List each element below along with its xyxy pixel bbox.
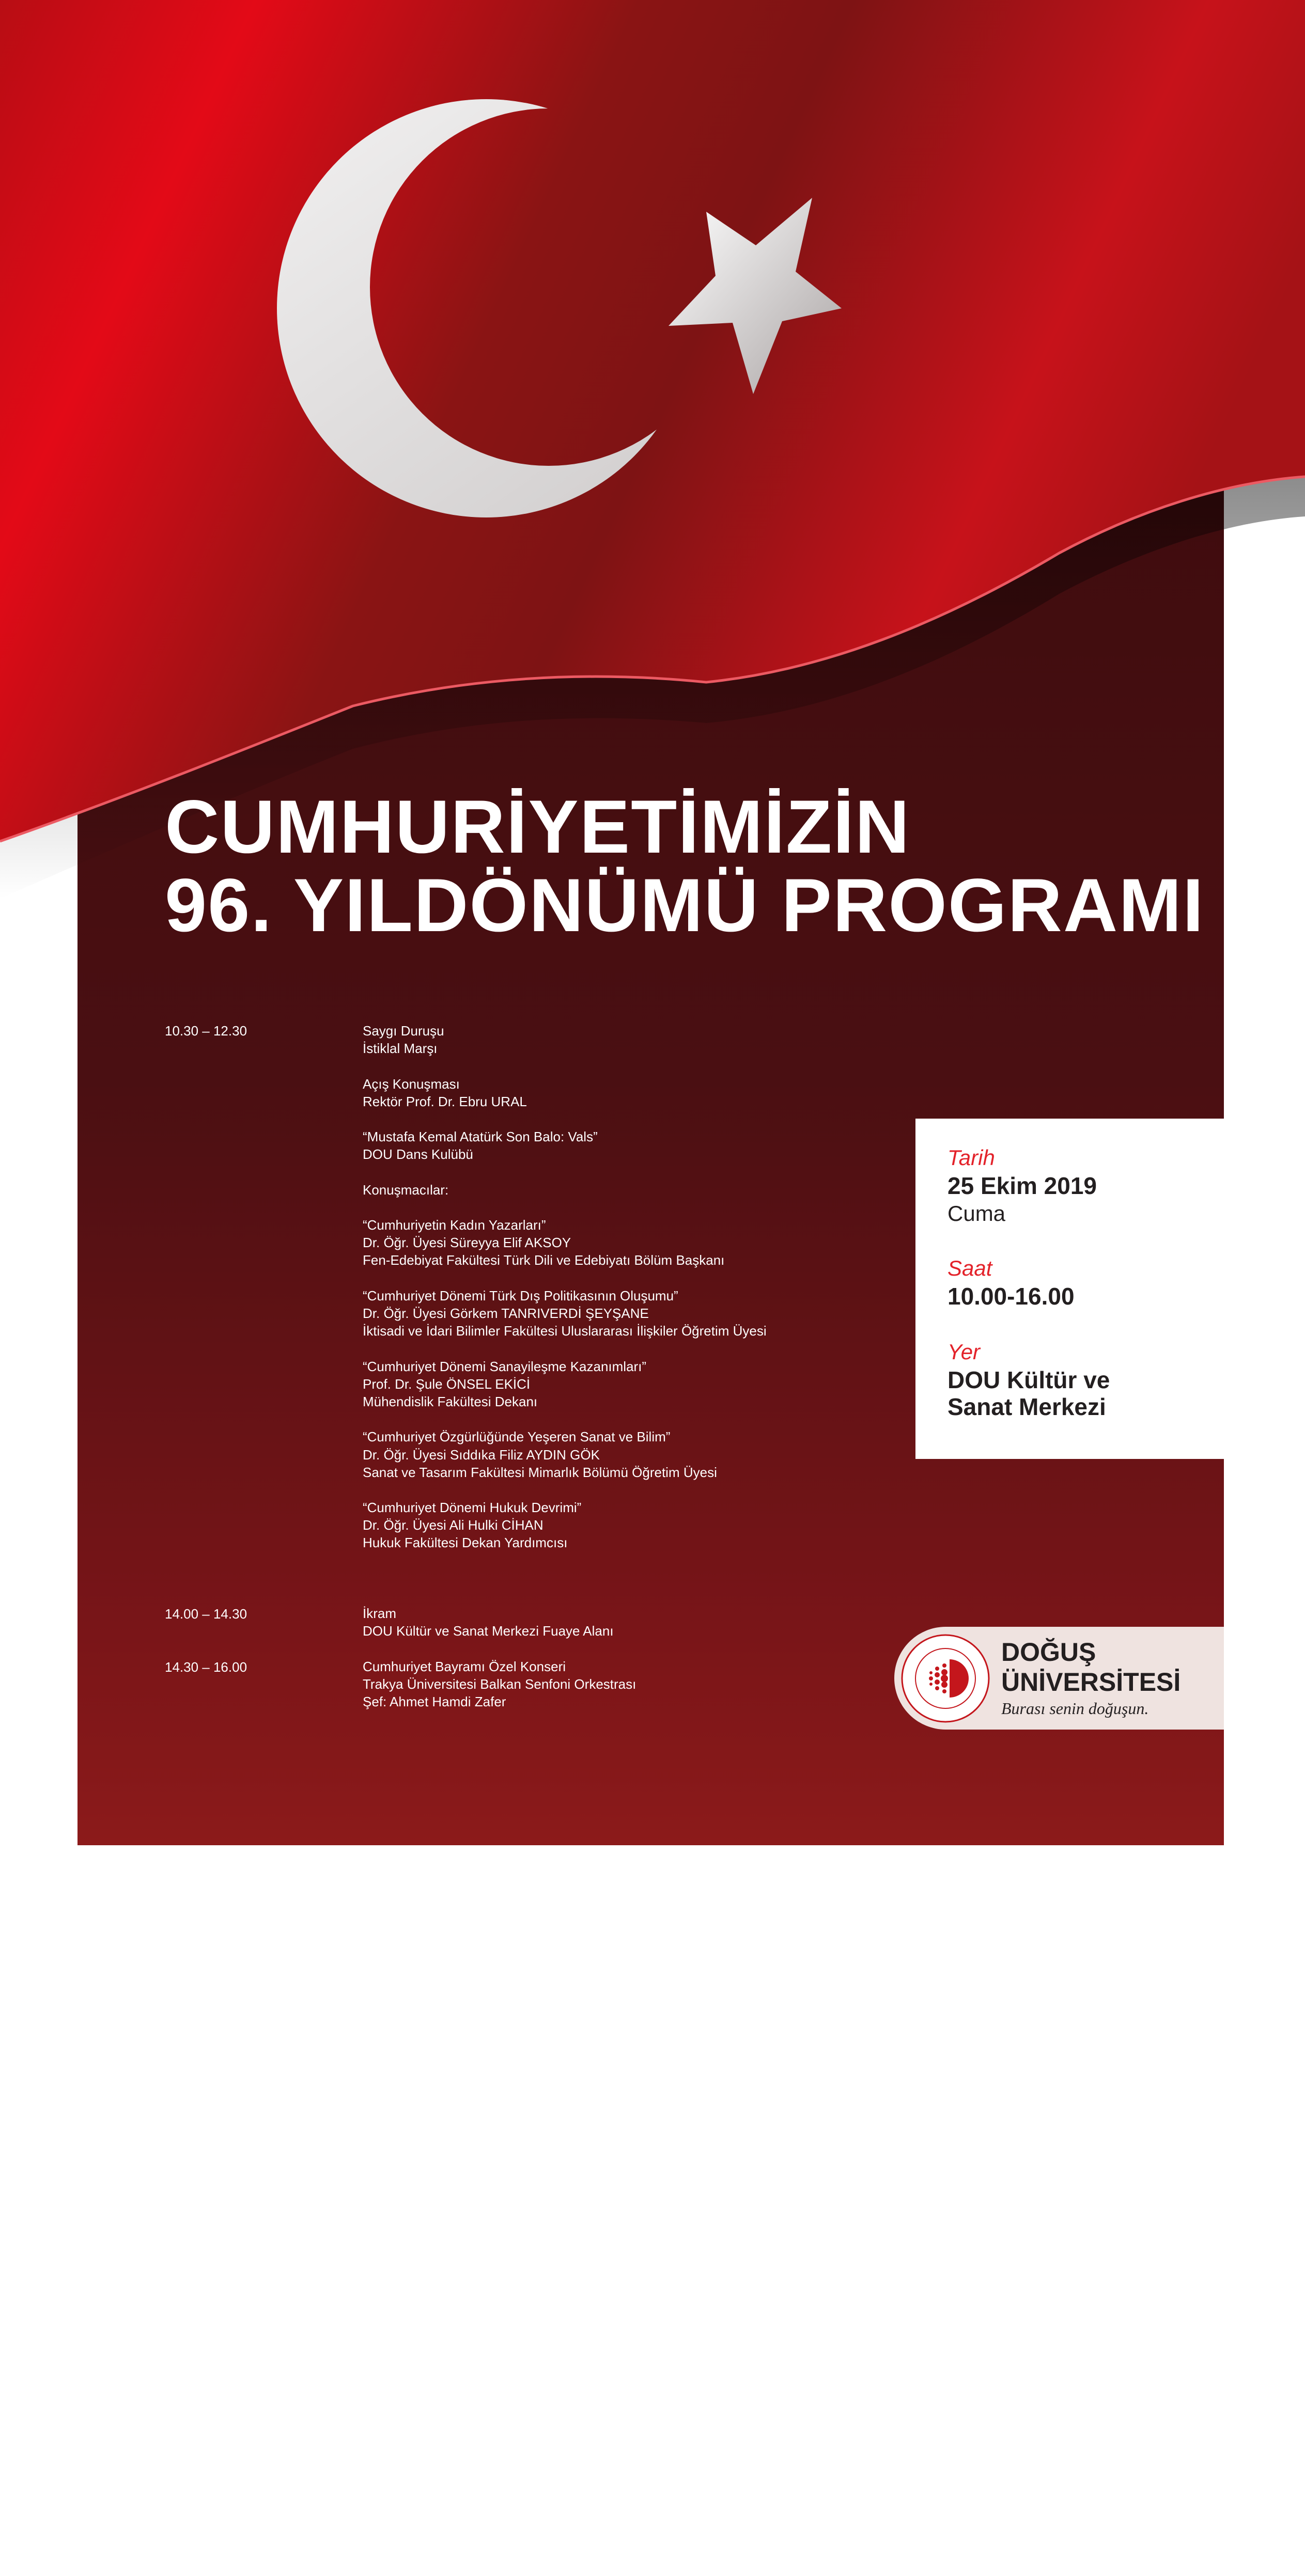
speaker-name: Dr. Öğr. Üyesi Ali Hulki CİHAN	[363, 1517, 543, 1533]
item-line: Saygı Duruşu	[363, 1023, 444, 1039]
university-name-line1: DOĞUŞ	[1001, 1638, 1096, 1667]
date-label: Tarih	[947, 1145, 995, 1170]
university-logo	[894, 1627, 1224, 1730]
event-info-box	[915, 1119, 1224, 1459]
item-line: DOU Kültür ve Sanat Merkezi Fuaye Alanı	[363, 1623, 614, 1639]
time-label: Saat	[947, 1256, 992, 1280]
time-slot: 14.00 – 14.30	[165, 1606, 247, 1622]
university-slogan: Burası senin doğuşun.	[1001, 1699, 1149, 1718]
speaker-role: Hukuk Fakültesi Dekan Yardımcısı	[363, 1535, 568, 1551]
talk-title: “Cumhuriyet Özgürlüğünde Yeşeren Sanat ve Bilim”	[363, 1429, 671, 1445]
place-label: Yer	[947, 1340, 981, 1364]
date-value: 25 Ekim 2019	[947, 1172, 1097, 1199]
talk-title: “Cumhuriyetin Kadın Yazarları”	[363, 1217, 546, 1233]
item-line: İstiklal Marşı	[363, 1041, 438, 1057]
speaker-name: Prof. Dr. Şule ÖNSEL EKİCİ	[363, 1376, 531, 1392]
speaker-name: Dr. Öğr. Üyesi Görkem TANRIVERDİ ŞEYŞANE	[363, 1306, 649, 1321]
talk-title: “Cumhuriyet Dönemi Hukuk Devrimi”	[363, 1500, 582, 1516]
item-line: “Mustafa Kemal Atatürk Son Balo: Vals”	[363, 1129, 598, 1145]
item-line: İkram	[363, 1606, 396, 1622]
university-name-line2: ÜNİVERSİTESİ	[1001, 1668, 1181, 1697]
schedule-items	[363, 1022, 767, 1710]
page-title-line1: CUMHURİYETİMİZİN	[165, 784, 911, 869]
speaker-role: Fen-Edebiyat Fakültesi Türk Dili ve Edebiyatı Bölüm Başkanı	[363, 1252, 725, 1268]
talk-title: “Cumhuriyet Dönemi Türk Dış Politikasının Oluşumu”	[363, 1287, 678, 1303]
day-value: Cuma	[947, 1201, 1006, 1226]
speakers-heading: Konuşmacılar:	[363, 1182, 449, 1198]
schedule-times	[165, 1022, 247, 2576]
speaker-role: İktisadi ve İdari Bilimler Fakültesi Uluslararası İlişkiler Öğretim Üyesi	[363, 1323, 767, 1339]
university-seal-icon	[900, 1633, 990, 1723]
item-line: Trakya Üniversitesi Balkan Senfoni Orkestrası	[363, 1676, 636, 1692]
speaker-name: Dr. Öğr. Üyesi Sıddıka Filiz AYDIN GÖK	[363, 1447, 600, 1463]
item-line: Rektör Prof. Dr. Ebru URAL	[363, 1093, 527, 1109]
place-line2: Sanat Merkezi	[947, 1393, 1106, 1420]
spacer	[165, 1040, 247, 2575]
speaker-name: Dr. Öğr. Üyesi Süreyya Elif AKSOY	[363, 1235, 571, 1251]
speaker-role: Sanat ve Tasarım Fakültesi Mimarlık Bölümü Öğretim Üyesi	[363, 1464, 717, 1480]
item-line: Şef: Ahmet Hamdi Zafer	[363, 1694, 506, 1710]
speaker-role: Mühendislik Fakültesi Dekanı	[363, 1393, 538, 1409]
item-line: Cumhuriyet Bayramı Özel Konseri	[363, 1658, 566, 1674]
page-title-line2: 96. YILDÖNÜMÜ PROGRAMI	[165, 863, 1205, 947]
talk-title: “Cumhuriyet Dönemi Sanayileşme Kazanımları”	[363, 1358, 647, 1374]
item-line: DOU Dans Kulübü	[363, 1146, 473, 1163]
place-line1: DOU Kültür ve	[947, 1366, 1110, 1393]
time-value: 10.00-16.00	[947, 1283, 1075, 1310]
item-line: Açış Konuşması	[363, 1076, 460, 1092]
time-slot: 10.30 – 12.30	[165, 1023, 247, 1039]
time-slot: 14.30 – 16.00	[165, 1659, 247, 1675]
